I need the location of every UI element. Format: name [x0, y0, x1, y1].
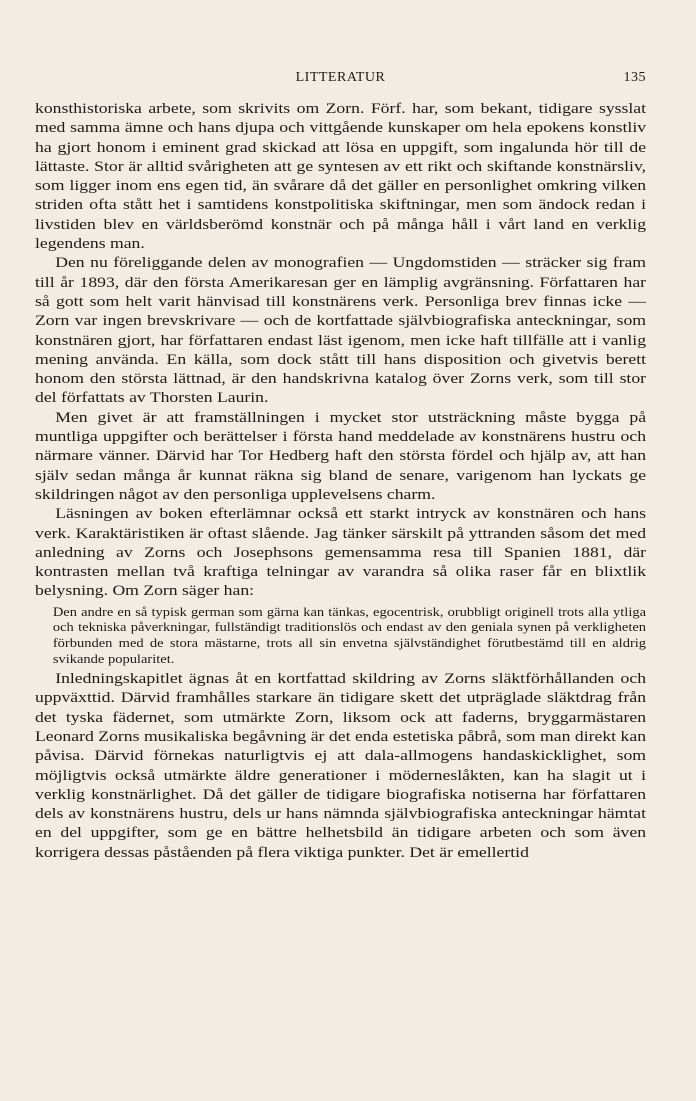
running-header	[35, 70, 646, 92]
paragraph: Men givet är att framställningen i mycket stor utsträckning måste bygga på muntliga uppgifter och berättelser i första hand meddelade av konstnärens hustru och närmare vänner. Därvid har Tor Hedberg haft den största fördel och hjälp av, att han själv sedan många år kunnat räkna sig bland de senare, varigenom han lyckats ge skildringen något av den personliga upplevelsens charm.	[35, 409, 647, 503]
paragraph: Inledningskapitlet ägnas åt en kortfattad skildring av Zorns släktförhållanden och uppväxttid. Därvid framhålles starkare än tidigare skett det utpräglade släktdrag från det tyska fädernet, som utmärkte Zorn, liksom ock att faderns, bryggarmästaren Leonard Zorns musikaliska begåvning är det enda estetiska påbrå, som man direkt kan påvisa. Därvid förnekas naturligtvis ej att dala-allmogens handaskicklighet, som möjligtvis också utmärkte äldre generationer i möderneslåkten, kan ha slagit ut i verklig konstnärlighet. Då det gäller de tidigare biografiska notiserna har författaren dels av konstnärens hustru, dels ur hans nämnda självbiografiska anteckningar hämtat en del uppgifter, som ge en bättre helhetsbild än tidigare arbeten och som även korrigera dessas påståenden på flera viktiga punkter. Det är emellertid	[35, 671, 647, 861]
body-text	[35, 100, 646, 863]
page-number: 135	[623, 70, 646, 85]
section-title: LITTERATUR	[295, 70, 386, 85]
block-quote: Den andre en så typisk german som gärna kan tänkas, egocentrisk, orubbligt originell trots alla ytliga och tekniska påverkningar, fullständigt traditionslös och endast av den geniala synen på verkligheten förbunden med de stora mästarne, trots all sin envetna självständighet förutbestämd till en aldrig svikande popularitet.	[52, 604, 647, 666]
paragraph: Läsningen av boken efterlämnar också ett starkt intryck av konstnären och hans verk. Karaktäristiken är oftast slående. Jag tänker särskilt på yttranden såsom det med anledning av Zorns och Josephsons gemensamma resa till Spanien 1881, där kontrasten mellan två kraftiga telningar av varandra så olika raser får en blixtlik belysning. Om Zorn säger han:	[35, 506, 647, 600]
paragraph: konsthistoriska arbete, som skrivits om Zorn. Förf. har, som bekant, tidigare sysslat med samma ämne och hans djupa och vittgående kunskaper om hela epokens konstliv ha gjort honom i eminent grad skickad att lösa en uppgift, som ingalunda hör till de lättaste. Stor är alltid svårigheten att ge syntesen av ett rikt och skiftande konstnärsliv, som ligger inom ens egen tid, än svårare då det gäller en personlighet omkring vilken striden ofta stått het i samtidens konstpolitiska skiftningar, men som ändock redan i livstiden blev en världsberömd konstnär och på många håll i vårt land en verklig legendens man.	[35, 101, 647, 253]
paragraph: Den nu föreliggande delen av monografien — Ungdomstiden — sträcker sig fram till år 1893, där den första Amerikaresan ger en lämplig avgränsning. Författaren har så gott som helt varit hänvisad till konstnärens verk. Personliga brev finnas icke — Zorn var ingen brevskrivare — och de kortfattade självbiografiska anteckningar, som konstnären gjort, har författaren endast läst igenom, men icke haft tillfälle att i vanlig mening använda. En källa, som dock stått till hans disposition och givetvis berett honom den största lättnad, är den handskrivna katalog över Zorns verk, som till stor del författats av Thorsten Laurin.	[35, 255, 647, 407]
